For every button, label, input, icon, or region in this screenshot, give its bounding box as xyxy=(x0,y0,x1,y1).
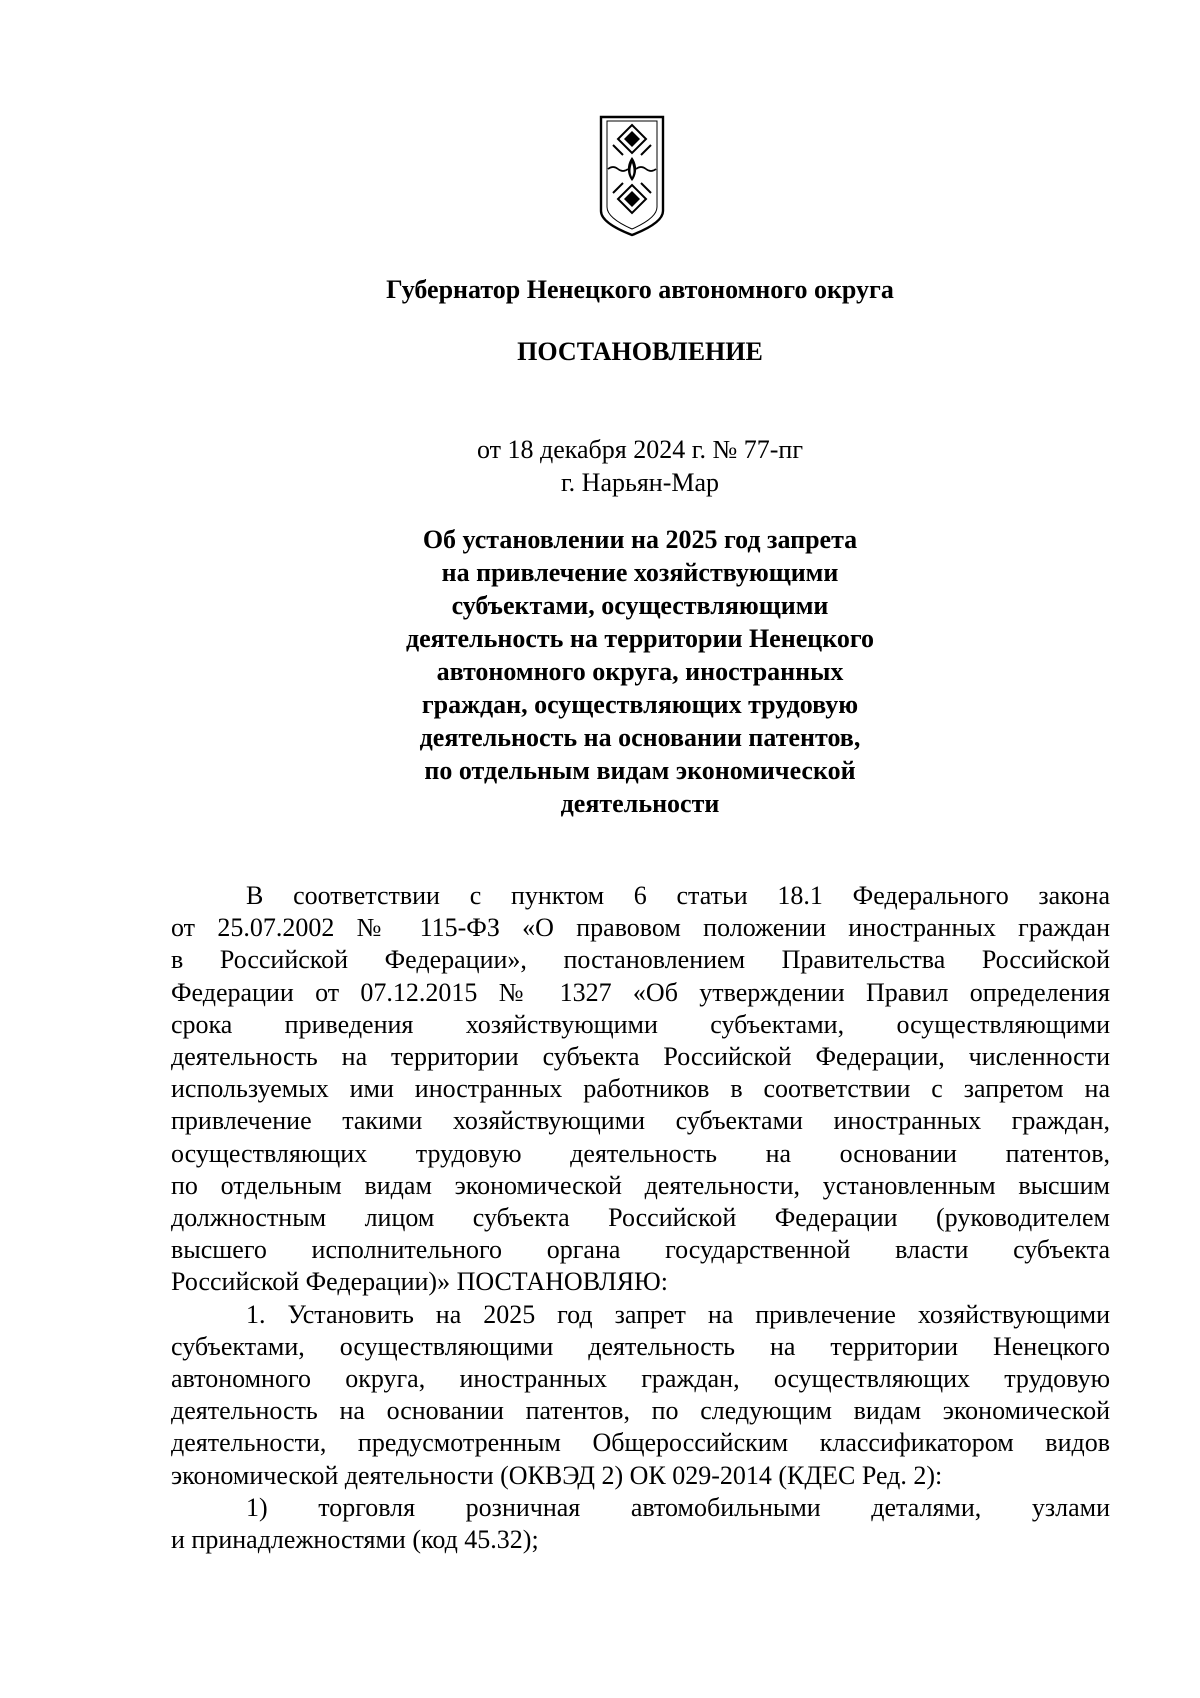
body-line: деятельности, предусмотренным Общероссийским классификатором видов xyxy=(171,1428,1110,1458)
body-line: В соответствии с пунктом 6 статьи 18.1 Федерального закона xyxy=(246,881,1110,910)
title-line: деятельность на территории Ненецкого xyxy=(405,624,875,653)
body-line: деятельность на территории субъекта Российской Федерации, численности xyxy=(171,1042,1110,1072)
body-line: 1) торговля розничная автомобильными деталями, узлами xyxy=(246,1492,1110,1522)
body-line: используемых ими иностранных работников в соответствии с запретом на xyxy=(171,1074,1110,1104)
body-line: должностным лицом субъекта Российской Федерации (руководителем xyxy=(171,1203,1110,1233)
body-line: осуществляющих трудовую деятельность на основании патентов, xyxy=(171,1138,1110,1168)
title-line: по отдельным видам экономической xyxy=(424,756,856,785)
title-line: Об установлении на 2025 год запрета xyxy=(422,525,858,554)
body-line: 1. Установить на 2025 год запрет на привлечение хозяйствующими xyxy=(246,1299,1110,1329)
title-line: деятельности xyxy=(560,789,720,818)
document-title xyxy=(340,523,940,820)
body-line: субъектами, осуществляющими деятельность на территории Ненецкого xyxy=(171,1331,1110,1361)
title-line: на привлечение хозяйствующими xyxy=(441,558,839,587)
title-line: граждан, осуществляющих трудовую xyxy=(421,690,859,719)
body-line: от 25.07.2002 № 115-ФЗ «О правовом положении иностранных граждан xyxy=(171,913,1110,943)
body-line: срока приведения хозяйствующими субъектами, осуществляющими xyxy=(171,1009,1110,1039)
body-line: Российской Федерации)» ПОСТАНОВЛЯЮ: xyxy=(171,1267,668,1297)
title-line: субъектами, осуществляющими xyxy=(451,591,829,620)
title-line: деятельность на основании патентов, xyxy=(419,723,861,752)
body-line: по отдельным видам экономической деятельности, установленным высшим xyxy=(171,1170,1110,1200)
document-type-heading: ПОСТАНОВЛЕНИЕ xyxy=(517,337,763,366)
body-line: автономного округа, иностранных граждан, осуществляющих трудовую xyxy=(171,1364,1110,1394)
body-line: экономической деятельности (ОКВЭД 2) ОК 029-2014 (КДЕС Ред. 2): xyxy=(171,1460,943,1490)
body-line: привлечение такими хозяйствующими субъектами иностранных граждан, xyxy=(171,1106,1110,1136)
item-1-paragraph xyxy=(171,1299,1110,1492)
coat-of-arms-emblem xyxy=(599,115,665,237)
city-line: г. Нарьян-Мар xyxy=(560,468,720,497)
preamble-paragraph xyxy=(171,880,1110,1299)
body-line: деятельность на основании патентов, по следующим видам экономической xyxy=(171,1396,1110,1426)
body-line: Федерации от 07.12.2015 № 1327 «Об утверждении Правил определения xyxy=(171,977,1110,1007)
document-body xyxy=(171,880,1110,1556)
body-line: в Российской Федерации», постановлением Правительства Российской xyxy=(171,945,1110,975)
subitem-1-paragraph xyxy=(171,1492,1110,1556)
issuer-heading: Губернатор Ненецкого автономного округа xyxy=(386,275,894,304)
date-number-line: от 18 декабря 2024 г. № 77-пг xyxy=(476,435,804,464)
body-line: высшего исполнительного органа государственной власти субъекта xyxy=(171,1235,1110,1265)
body-line: и принадлежностями (код 45.32); xyxy=(171,1525,539,1555)
title-line: автономного округа, иностранных xyxy=(436,657,844,686)
